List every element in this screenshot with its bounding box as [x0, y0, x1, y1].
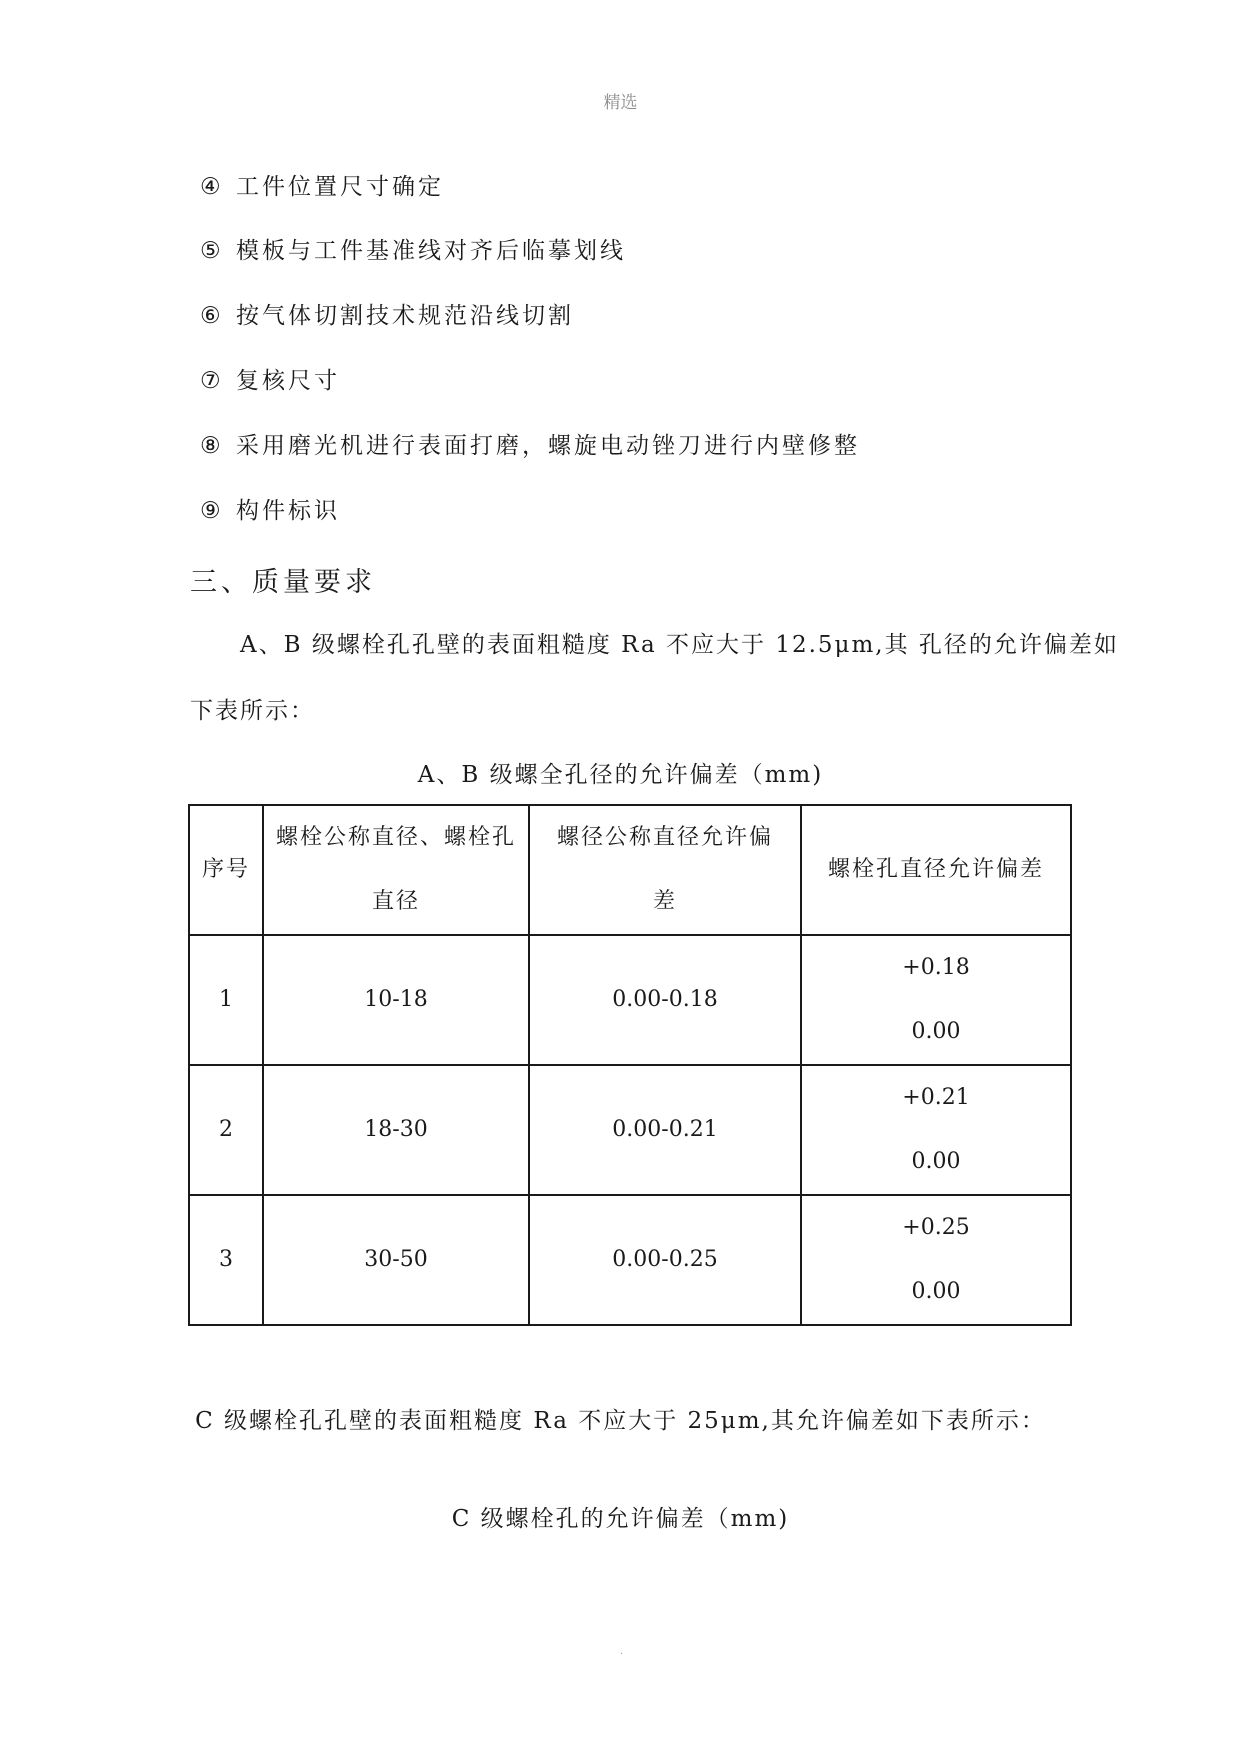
header-text: 螺栓公称直径、螺栓孔: [275, 825, 516, 850]
table-row: [189, 1065, 1071, 1195]
table-ab-caption: A、B 级螺全孔径的允许偏差（mm): [417, 762, 824, 788]
step-item-5: [200, 232, 626, 265]
cell-serial: 2: [189, 1065, 263, 1195]
step-number: ⑥: [200, 303, 224, 329]
table-row: [189, 935, 1071, 1065]
step-text: 构件标识: [236, 498, 340, 524]
header-bolt-tolerance: [529, 805, 801, 935]
step-number: ⑤: [200, 238, 224, 264]
step-text: 复核尺寸: [236, 368, 340, 394]
step-text: 模板与工件基准线对齐后临摹划线: [236, 238, 626, 264]
header-text: 螺径公称直径允许偏: [556, 825, 773, 850]
cell-diameter: 10-18: [263, 935, 529, 1065]
section-title: 三、质量要求: [190, 567, 376, 598]
step-number: ⑦: [200, 368, 224, 394]
header-serial: 序号: [189, 805, 263, 935]
cell-serial: 3: [189, 1195, 263, 1325]
step-item-4: [200, 168, 444, 201]
step-item-7: [200, 362, 340, 395]
cell-hole-tolerance: [801, 1065, 1071, 1195]
header-text: 差: [652, 889, 677, 914]
page-header: 精选: [603, 93, 638, 113]
cell-hole-tolerance: [801, 935, 1071, 1065]
step-number: ⑧: [200, 433, 224, 459]
step-item-6: [200, 297, 574, 330]
cell-diameter: 30-50: [263, 1195, 529, 1325]
tolerance-upper: +0.25: [902, 1215, 970, 1240]
step-text: 采用磨光机进行表面打磨，螺旋电动锉刀进行内壁修整: [236, 433, 860, 459]
step-text: 按气体切割技术规范沿线切割: [236, 303, 574, 329]
tolerance-lower: 0.00: [911, 1149, 961, 1174]
header-text: 直径: [371, 889, 420, 914]
paragraph-c-grade: C 级螺栓孔孔壁的表面粗糙度 Ra 不应大于 25μm,其允许偏差如下表所示：: [195, 1408, 1046, 1434]
cell-hole-tolerance: [801, 1195, 1071, 1325]
tolerance-upper: +0.18: [902, 955, 970, 980]
cell-diameter: 18-30: [263, 1065, 529, 1195]
table-header-row: [189, 805, 1071, 935]
tolerance-upper: +0.21: [902, 1085, 970, 1110]
tolerance-table-ab: [188, 804, 1072, 1326]
footer-mark: .: [620, 1646, 624, 1657]
paragraph-ab-line2: 下表所示：: [190, 698, 315, 724]
cell-bolt-tolerance: 0.00-0.18: [529, 935, 801, 1065]
step-number: ④: [200, 174, 224, 200]
header-hole-tolerance: 螺栓孔直径允许偏差: [801, 805, 1071, 935]
paragraph-ab-line1: A、B 级螺栓孔孔壁的表面粗糙度 Ra 不应大于 12.5μm,其 孔径的允许偏差如: [240, 632, 1119, 658]
table-c-caption: C 级螺栓孔的允许偏差（mm): [451, 1506, 790, 1532]
cell-bolt-tolerance: 0.00-0.21: [529, 1065, 801, 1195]
tolerance-lower: 0.00: [911, 1279, 961, 1304]
cell-bolt-tolerance: 0.00-0.25: [529, 1195, 801, 1325]
step-item-9: [200, 492, 340, 525]
step-item-8: [200, 427, 860, 460]
tolerance-lower: 0.00: [911, 1019, 961, 1044]
cell-serial: 1: [189, 935, 263, 1065]
step-number: ⑨: [200, 498, 224, 524]
step-text: 工件位置尺寸确定: [236, 174, 444, 200]
header-nominal-diameter: [263, 805, 529, 935]
table-row: [189, 1195, 1071, 1325]
